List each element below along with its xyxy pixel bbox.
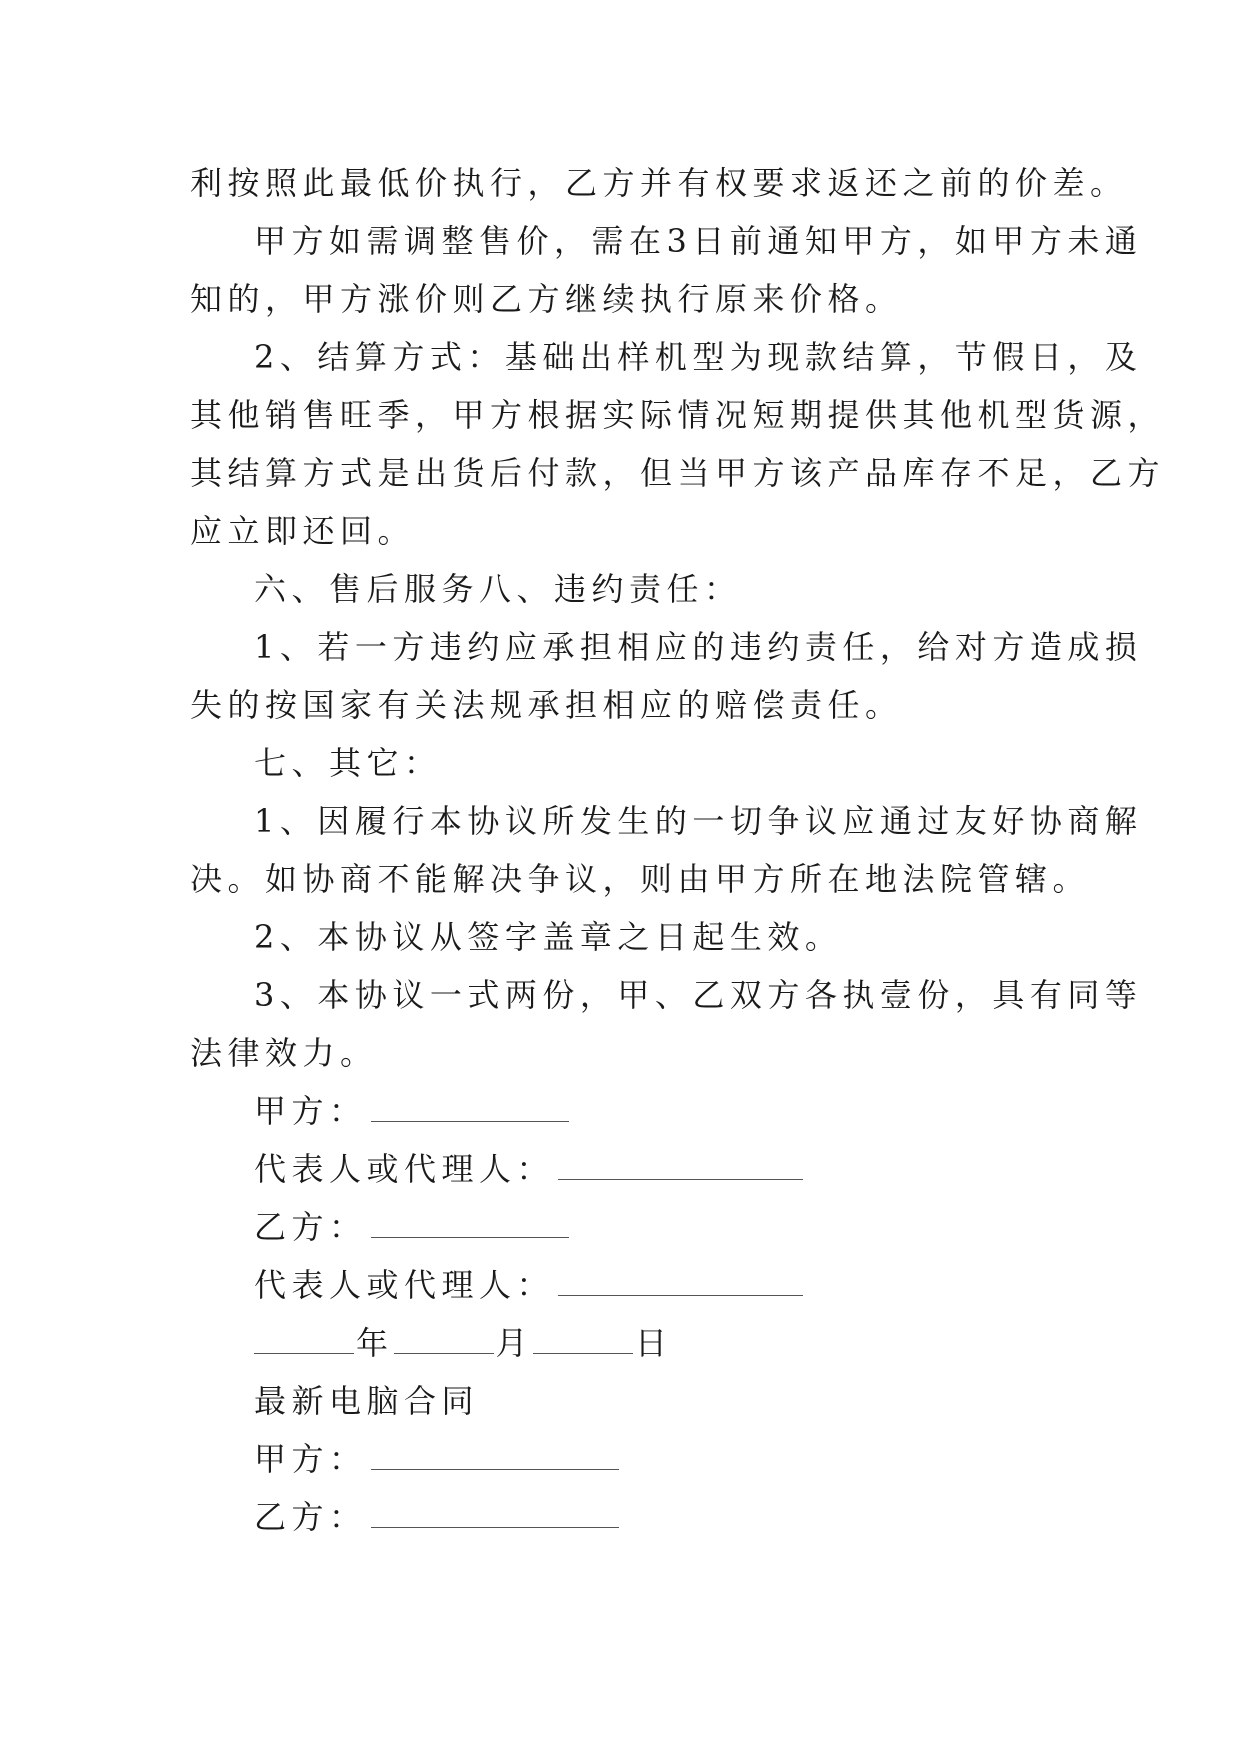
section-heading-after-sales-breach: 六、售后服务八、违约责任： [254, 570, 742, 608]
day-label: 日 [635, 1324, 673, 1362]
next-contract-party-a [190, 1430, 1060, 1488]
section-heading-other: 七、其它： [254, 744, 442, 782]
paragraph-line: 法律效力。 [190, 1034, 378, 1072]
signature-party-b [190, 1198, 1060, 1256]
paragraph-line: 1、因履行本协议所发生的一切争议应通过友好协商解 [254, 802, 1143, 840]
paragraph-line: 甲方如需调整售价，需在3日前通知甲方，如甲方未通 [254, 222, 1143, 260]
party-a-blank[interactable] [371, 1091, 569, 1122]
next-party-b-label: 乙方： [254, 1498, 367, 1536]
day-blank[interactable] [533, 1323, 633, 1354]
next-party-a-label: 甲方： [254, 1440, 367, 1478]
paragraph-line: 2、结算方式：基础出样机型为现款结算，节假日，及 [254, 338, 1143, 376]
paragraph-line: 决。如协商不能解决争议，则由甲方所在地法院管辖。 [190, 860, 1091, 898]
paragraph-line: 3、本协议一式两份，甲、乙双方各执壹份，具有同等 [254, 976, 1143, 1014]
signature-rep-b [190, 1256, 1060, 1314]
paragraph-line: 失的按国家有关法规承担相应的赔偿责任。 [190, 686, 903, 724]
year-label: 年 [356, 1324, 394, 1362]
party-b-blank[interactable] [371, 1207, 569, 1238]
month-label: 月 [495, 1324, 534, 1362]
paragraph-line: 其他销售旺季，甲方根据实际情况短期提供其他机型货源， [190, 396, 1166, 434]
signature-rep-a [190, 1140, 1060, 1198]
rep-b-blank[interactable] [558, 1265, 803, 1296]
paragraph-line: 1、若一方违约应承担相应的违约责任，给对方造成损 [254, 628, 1143, 666]
party-b-label: 乙方： [254, 1208, 367, 1246]
paragraph-line: 2、本协议从签字盖章之日起生效。 [254, 918, 843, 956]
rep-a-blank[interactable] [558, 1149, 803, 1180]
year-blank[interactable] [254, 1323, 354, 1354]
month-blank[interactable] [394, 1323, 494, 1354]
paragraph-line: 利按照此最低价执行，乙方并有权要求返还之前的价差。 [190, 164, 1128, 202]
document-body [190, 154, 1166, 1546]
rep-a-label: 代表人或代理人： [254, 1150, 555, 1188]
next-party-b-blank[interactable] [371, 1497, 619, 1528]
paragraph-line: 应立即还回。 [190, 512, 416, 550]
next-contract-party-b [190, 1488, 1060, 1546]
signature-party-a [190, 1082, 1060, 1140]
signature-date [190, 1314, 1060, 1372]
next-party-a-blank[interactable] [371, 1439, 619, 1470]
rep-b-label: 代表人或代理人： [254, 1266, 555, 1304]
paragraph-line: 其结算方式是出货后付款，但当甲方该产品库存不足，乙方 [190, 454, 1166, 492]
paragraph-line: 知的，甲方涨价则乙方继续执行原来价格。 [190, 280, 903, 318]
next-contract-title: 最新电脑合同 [254, 1382, 480, 1420]
party-a-label: 甲方： [254, 1092, 367, 1130]
